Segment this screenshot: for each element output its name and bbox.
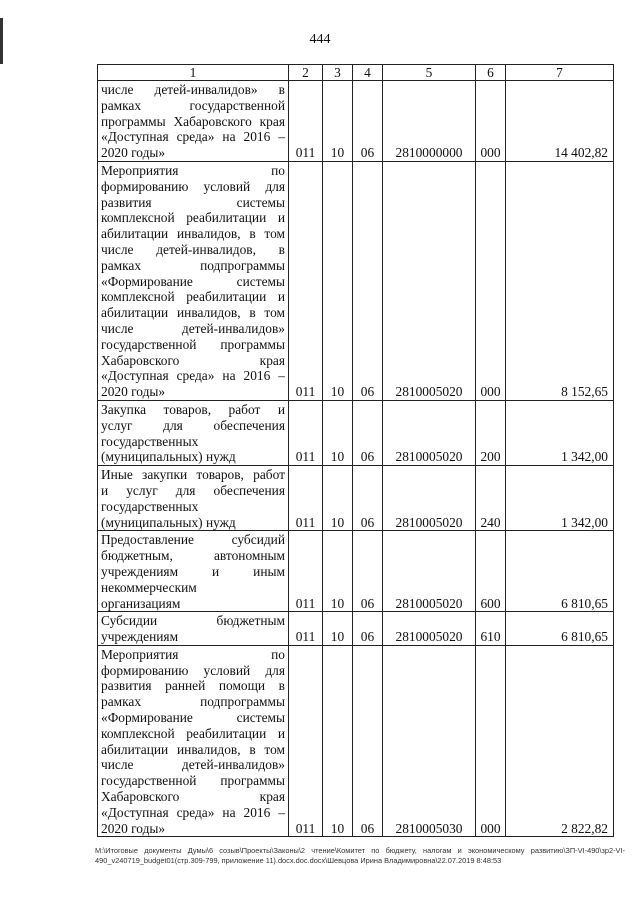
header-cell: 1 xyxy=(98,65,289,81)
cell-c3: 10 xyxy=(323,81,353,162)
cell-c5: 2810005020 xyxy=(383,400,476,465)
description-line: абилитации инвалидов, в том xyxy=(101,305,285,321)
description-line: комплексной реабилитации и xyxy=(101,289,285,305)
table-row xyxy=(98,531,614,612)
description-line: формированию условий для xyxy=(101,178,285,194)
cell-c3: 10 xyxy=(323,612,353,646)
description-line: Мероприятия по xyxy=(101,646,285,662)
cell-c2: 011 xyxy=(289,81,323,162)
description-line: «Доступная среда» на 2016 – xyxy=(101,129,285,145)
cell-c7: 8 152,65 xyxy=(506,161,614,400)
table-row xyxy=(98,612,614,646)
page-number: 444 xyxy=(309,32,331,47)
cell-c6: 610 xyxy=(476,612,506,646)
description-line: Иные закупки товаров, работ xyxy=(101,467,285,483)
cell-c2: 011 xyxy=(289,400,323,465)
cell-c3: 10 xyxy=(323,466,353,531)
cell-c5: 2810005020 xyxy=(383,161,476,400)
description-line: комплексной реабилитации и xyxy=(101,210,285,226)
description-line: Хабаровского края xyxy=(101,789,285,805)
cell-c4: 06 xyxy=(353,466,383,531)
description-line: «Формирование системы xyxy=(101,710,285,726)
budget-table xyxy=(97,64,614,837)
row-description xyxy=(98,612,289,646)
header-cell: 3 xyxy=(323,65,353,81)
description-line: услуг для обеспечения xyxy=(101,417,285,433)
description-line: некоммерческим xyxy=(101,579,197,595)
header-row xyxy=(98,65,614,81)
description-line: государственных xyxy=(101,433,199,449)
cell-c5: 2810005020 xyxy=(383,531,476,612)
cell-c4: 06 xyxy=(353,531,383,612)
header-cell: 5 xyxy=(383,65,476,81)
cell-c2: 011 xyxy=(289,531,323,612)
description-line: Мероприятия по xyxy=(101,162,285,178)
description-line: рамках подпрограммы xyxy=(101,694,285,710)
table-row xyxy=(98,645,614,837)
description-line: государственной программы xyxy=(101,773,285,789)
cell-c5: 2810000000 xyxy=(383,81,476,162)
row-description xyxy=(98,466,289,531)
cell-c4: 06 xyxy=(353,81,383,162)
description-line: государственной программы xyxy=(101,336,285,352)
description-line: 2020 годы» xyxy=(101,384,166,400)
cell-c2: 011 xyxy=(289,645,323,837)
cell-c2: 011 xyxy=(289,161,323,400)
cell-c7: 1 342,00 xyxy=(506,400,614,465)
description-line: бюджетным, автономным xyxy=(101,548,285,564)
description-line: «Доступная среда» на 2016 – xyxy=(101,804,285,820)
cell-c7: 14 402,82 xyxy=(506,81,614,162)
header-cell: 4 xyxy=(353,65,383,81)
header-cell: 2 xyxy=(289,65,323,81)
header-cell: 7 xyxy=(506,65,614,81)
cell-c6: 600 xyxy=(476,531,506,612)
description-line: 2020 годы» xyxy=(101,820,166,836)
description-line: «Доступная среда» на 2016 – xyxy=(101,368,285,384)
description-line: числе детей-инвалидов» xyxy=(101,320,285,336)
description-line: формированию условий для xyxy=(101,662,285,678)
description-line: Предоставление субсидий xyxy=(101,532,285,548)
cell-c7: 2 822,82 xyxy=(506,645,614,837)
description-line: абилитации инвалидов, в том xyxy=(101,226,285,242)
description-line: числе детей-инвалидов» xyxy=(101,757,285,773)
description-line: организациям xyxy=(101,595,181,611)
cell-c3: 10 xyxy=(323,531,353,612)
cell-c3: 10 xyxy=(323,161,353,400)
cell-c5: 2810005020 xyxy=(383,466,476,531)
table-row xyxy=(98,161,614,400)
cell-c7: 1 342,00 xyxy=(506,466,614,531)
row-description xyxy=(98,81,289,162)
cell-c4: 06 xyxy=(353,161,383,400)
description-line: Субсидии бюджетным xyxy=(101,613,285,629)
description-line: развития ранней помощи в xyxy=(101,678,285,694)
description-line: учреждениям и иным xyxy=(101,563,285,579)
cell-c2: 011 xyxy=(289,466,323,531)
description-line: абилитации инвалидов, в том xyxy=(101,741,285,757)
description-line: развития системы xyxy=(101,194,285,210)
cell-c6: 240 xyxy=(476,466,506,531)
cell-c6: 000 xyxy=(476,161,506,400)
row-description xyxy=(98,400,289,465)
cell-c4: 06 xyxy=(353,400,383,465)
cell-c4: 06 xyxy=(353,612,383,646)
header-cell: 6 xyxy=(476,65,506,81)
cell-c7: 6 810,65 xyxy=(506,531,614,612)
cell-c3: 10 xyxy=(323,400,353,465)
file-path-footer: M:\Итоговые документы Думы\6 созыв\Проекты\Законы\2 чтение\Комитет по бюджету, налогам и экономическому развитию\ЗП-VI-490\зр2-VI-490_v240719_budget01(стр.309-799, приложение 11).docx.doc.docx\Шевцова Ирина Владимировна\22.07.2019 8:48:53 xyxy=(95,846,625,865)
cell-c6: 000 xyxy=(476,645,506,837)
row-description xyxy=(98,161,289,400)
cell-c2: 011 xyxy=(289,612,323,646)
description-line: программы Хабаровского края xyxy=(101,113,285,129)
cell-c6: 200 xyxy=(476,400,506,465)
description-line: рамках подпрограммы xyxy=(101,257,285,273)
row-description xyxy=(98,645,289,837)
row-description xyxy=(98,531,289,612)
cell-c3: 10 xyxy=(323,645,353,837)
cell-c4: 06 xyxy=(353,645,383,837)
description-line: (муниципальных) нужд xyxy=(101,449,236,465)
description-line: комплексной реабилитации и xyxy=(101,725,285,741)
description-line: «Формирование системы xyxy=(101,273,285,289)
cell-c5: 2810005020 xyxy=(383,612,476,646)
description-line: и услуг для обеспечения xyxy=(101,482,285,498)
cell-c6: 000 xyxy=(476,81,506,162)
table-row xyxy=(98,81,614,162)
table-row xyxy=(98,400,614,465)
description-line: учреждениям xyxy=(101,629,179,645)
description-line: рамках государственной xyxy=(101,97,285,113)
description-line: числе детей-инвалидов» в xyxy=(101,82,285,97)
description-line: числе детей-инвалидов, в xyxy=(101,241,285,257)
description-line: государственных xyxy=(101,498,199,514)
description-line: (муниципальных) нужд xyxy=(101,514,236,530)
cell-c5: 2810005030 xyxy=(383,645,476,837)
table-row xyxy=(98,466,614,531)
description-line: Закупка товаров, работ и xyxy=(101,401,285,417)
cell-c7: 6 810,65 xyxy=(506,612,614,646)
description-line: 2020 годы» xyxy=(101,145,166,161)
description-line: Хабаровского края xyxy=(101,352,285,368)
